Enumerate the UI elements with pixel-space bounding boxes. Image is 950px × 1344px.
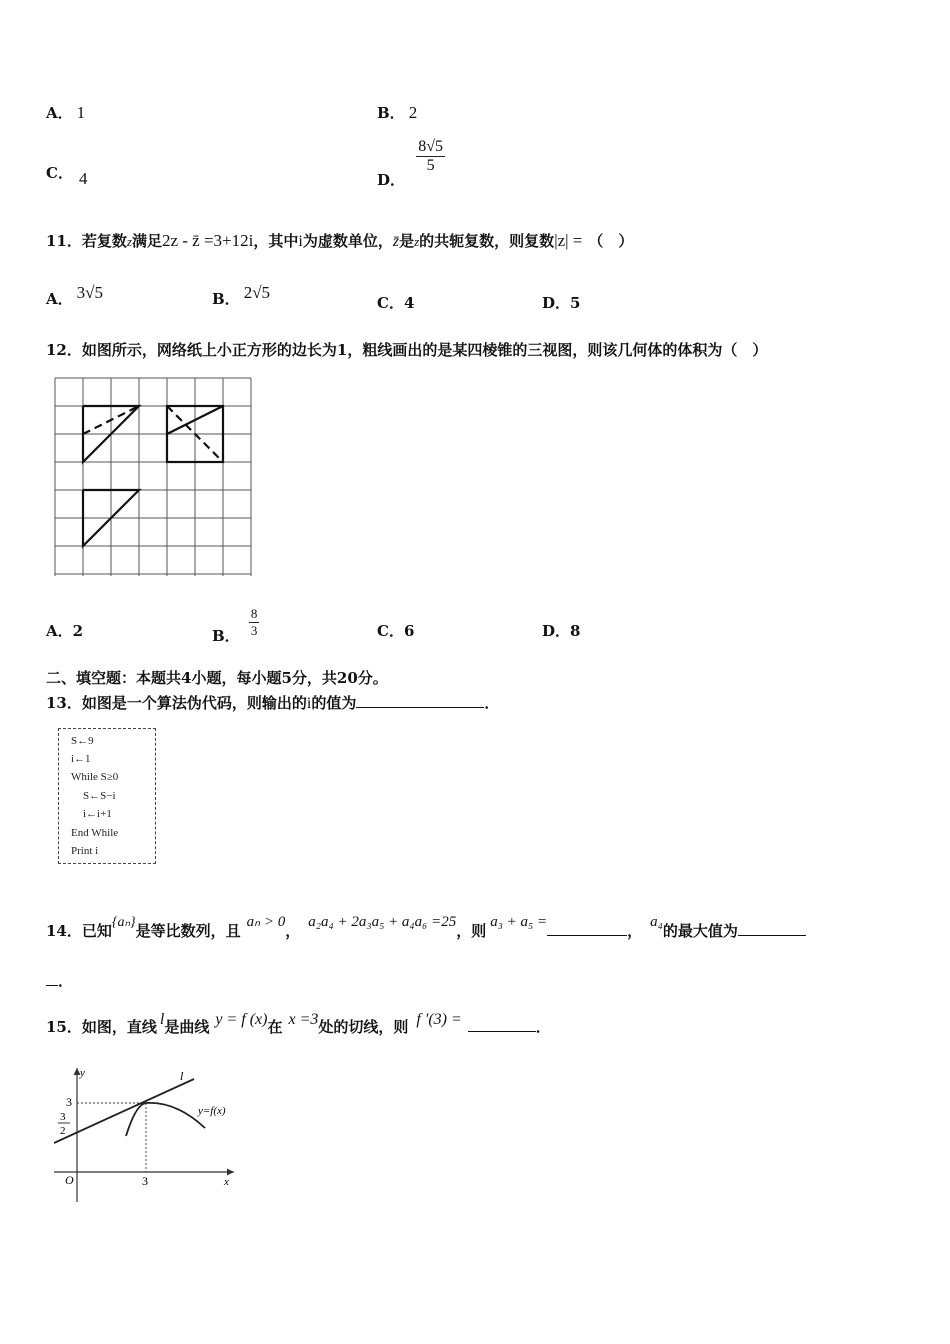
- code-line: i←1: [71, 753, 91, 765]
- q10-option-a: A． 1: [46, 103, 86, 122]
- tangent-line-l: [54, 1079, 194, 1143]
- q10-option-d: D． $\frac{8√5}{5}$: [377, 138, 444, 189]
- y-tick-frac-den: 2: [60, 1125, 66, 1137]
- q12-option-b: B． $\frac{8}{3}$: [212, 606, 258, 645]
- tangent-line-graph: [48, 1062, 248, 1207]
- q12-stem: 12．如图所示，网络纸上小正方形的边长为1，粗线画出的是某四棱锥的三视图，则该几何体的体积为（ ）: [46, 341, 768, 359]
- code-line: S←S−i: [83, 790, 116, 802]
- x-tick-3: 3: [142, 1174, 148, 1188]
- code-line: i←i+1: [83, 808, 112, 820]
- q13-stem: 13．如图是一个算法伪代码，则输出的i的值为 ．: [46, 694, 500, 712]
- origin-label: O: [65, 1173, 74, 1187]
- q12-option-c: C．6: [377, 622, 415, 640]
- y-tick-frac-num: 3: [60, 1111, 66, 1123]
- q11-option-b: B． 2√5: [212, 283, 271, 308]
- q14-stem: 14．已知{aₙ}是等比数列，且 aₙ > 0， a₂a₄ + 2a₃a₅ + a₄a₆ =25，则 a₃ + a₅ = ， a₄的最大值为: [46, 920, 806, 941]
- code-line: End While: [71, 827, 119, 839]
- q11-stem: 11．若复数z满足2z - z̄ =3+12i，其中i为虚数单位，z̄是z的共轭复数，则复数|z| = （ ）: [46, 231, 634, 250]
- section-heading: 二、填空题：本题共4小题，每小题5分，共20分。: [46, 669, 388, 687]
- q14-stem-continued: ．: [46, 970, 73, 991]
- q11-option-d: D．5: [542, 294, 581, 312]
- y-axis-label: y: [80, 1067, 85, 1079]
- q11-option-c: C．4: [377, 294, 415, 312]
- q12-option-d: D．8: [542, 622, 581, 640]
- x-axis-label: x: [224, 1176, 229, 1188]
- pseudocode-box: [58, 728, 156, 864]
- q10-option-c: C． 4: [46, 164, 88, 188]
- q12-option-a: A．2: [46, 622, 84, 640]
- q15-stem: 15．如图，直线 l是曲线 y = f (x)在 x =3处的切线，则 f ′(3) = ．: [46, 1011, 551, 1036]
- q11-option-a: A． 3√5: [46, 283, 103, 308]
- code-line: Print i: [71, 845, 99, 857]
- curve-f: [126, 1103, 205, 1136]
- line-label: l: [180, 1069, 184, 1083]
- three-view-grid-figure: [50, 374, 260, 584]
- code-line: S←9: [71, 735, 94, 747]
- y-tick-3: 3: [66, 1095, 72, 1109]
- q10-option-b: B． 2: [377, 103, 418, 122]
- code-line: While S≥0: [71, 771, 119, 783]
- curve-label: y=f(x): [198, 1105, 226, 1117]
